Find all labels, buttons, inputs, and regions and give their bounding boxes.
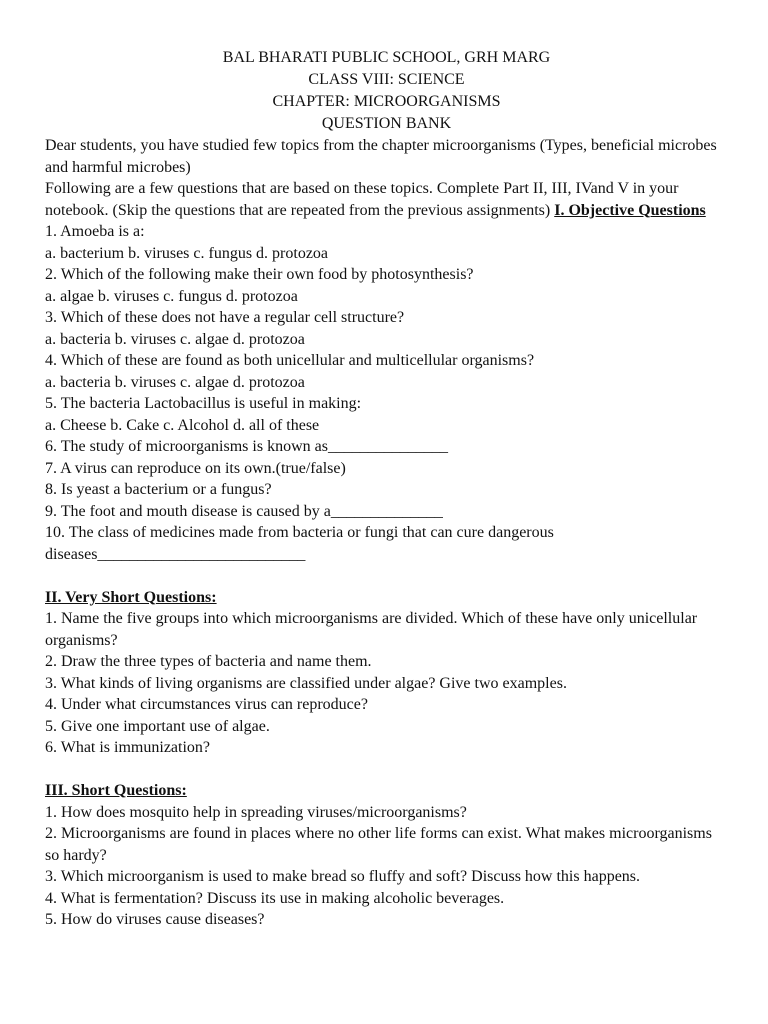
list-item: 3. Which of these does not have a regular cell structure? — [45, 309, 405, 326]
document-title: QUESTION BANK — [321, 115, 452, 132]
spacer — [45, 565, 728, 587]
list-item: 6. The study of microorganisms is known as_______________ — [45, 438, 448, 455]
document-header — [45, 47, 728, 135]
list-item: 3. Which microorganism is used to make bread so fluffy and soft? Discuss how this happens. — [45, 868, 641, 885]
list-item: 5. Give one important use of algae. — [45, 717, 270, 735]
intro-paragraph-1: Dear students, you have studied few topics from the chapter microorganisms (Types, beneficial microbes and harmful microbes) — [45, 137, 717, 176]
list-item: 2. Draw the three types of bacteria and name them. — [45, 653, 372, 670]
list-item: a. bacteria b. viruses c. algae d. protozoa — [45, 330, 305, 348]
chapter-line: CHAPTER: MICROORGANISMS — [272, 93, 501, 110]
list-item: 4. Which of these are found as both unicellular and multicellular organisms? — [45, 352, 535, 369]
list-item: 3. What kinds of living organisms are classified under algae? Give two examples. — [45, 674, 567, 692]
list-item: 2. Microorganisms are found in places where no other life forms can exist. What makes microorganisms so hardy? — [45, 825, 712, 864]
list-item: a. Cheese b. Cake c. Alcohol d. all of these — [45, 416, 320, 434]
section-2-heading: II. Very Short Questions: — [45, 588, 217, 606]
intro-paragraph-2 — [45, 178, 728, 221]
objective-questions-list — [45, 221, 728, 565]
school-name: BAL BHARATI PUBLIC SCHOOL, GRH MARG — [222, 49, 551, 66]
list-item: 4. Under what circumstances virus can reproduce? — [45, 696, 368, 713]
class-line: CLASS VIII: SCIENCE — [308, 71, 465, 88]
list-item: 1. Amoeba is a: — [45, 223, 145, 240]
list-item: a. bacterium b. viruses c. fungus d. protozoa — [45, 244, 329, 262]
list-item: 8. Is yeast a bacterium or a fungus? — [45, 481, 272, 498]
intro-paragraph-2-text: Following are a few questions that are based on these topics. Complete Part II, III, IVand V in your notebook. (Skip the questions that are repeated from the previous assignments) — [45, 180, 679, 219]
list-item: 9. The foot and mouth disease is caused by a______________ — [45, 502, 443, 520]
list-item: 4. What is fermentation? Discuss its use in making alcoholic beverages. — [45, 889, 505, 907]
list-item: a. algae b. viruses c. fungus d. protozoa — [45, 287, 298, 305]
list-item: 10. The class of medicines made from bacteria or fungi that can cure dangerous diseases__________________________ — [45, 524, 554, 563]
section-3-heading: III. Short Questions: — [45, 782, 187, 799]
list-item: 1. How does mosquito help in spreading viruses/microorganisms? — [45, 803, 467, 821]
spacer — [45, 759, 728, 781]
list-item: 7. A virus can reproduce on its own.(true/false) — [45, 459, 346, 477]
section-3 — [45, 780, 728, 931]
list-item: 2. Which of the following make their own food by photosynthesis? — [45, 266, 474, 283]
section-1-heading: I. Objective Questions — [554, 201, 706, 219]
list-item: a. bacteria b. viruses c. algae d. protozoa — [45, 373, 305, 391]
list-item: 5. The bacteria Lactobacillus is useful in making: — [45, 395, 362, 412]
list-item: 5. How do viruses cause diseases? — [45, 911, 265, 928]
list-item: 6. What is immunization? — [45, 739, 211, 756]
section-2 — [45, 587, 728, 759]
list-item: 1. Name the five groups into which microorganisms are divided. Which of these have only unicellular organisms? — [45, 610, 698, 649]
